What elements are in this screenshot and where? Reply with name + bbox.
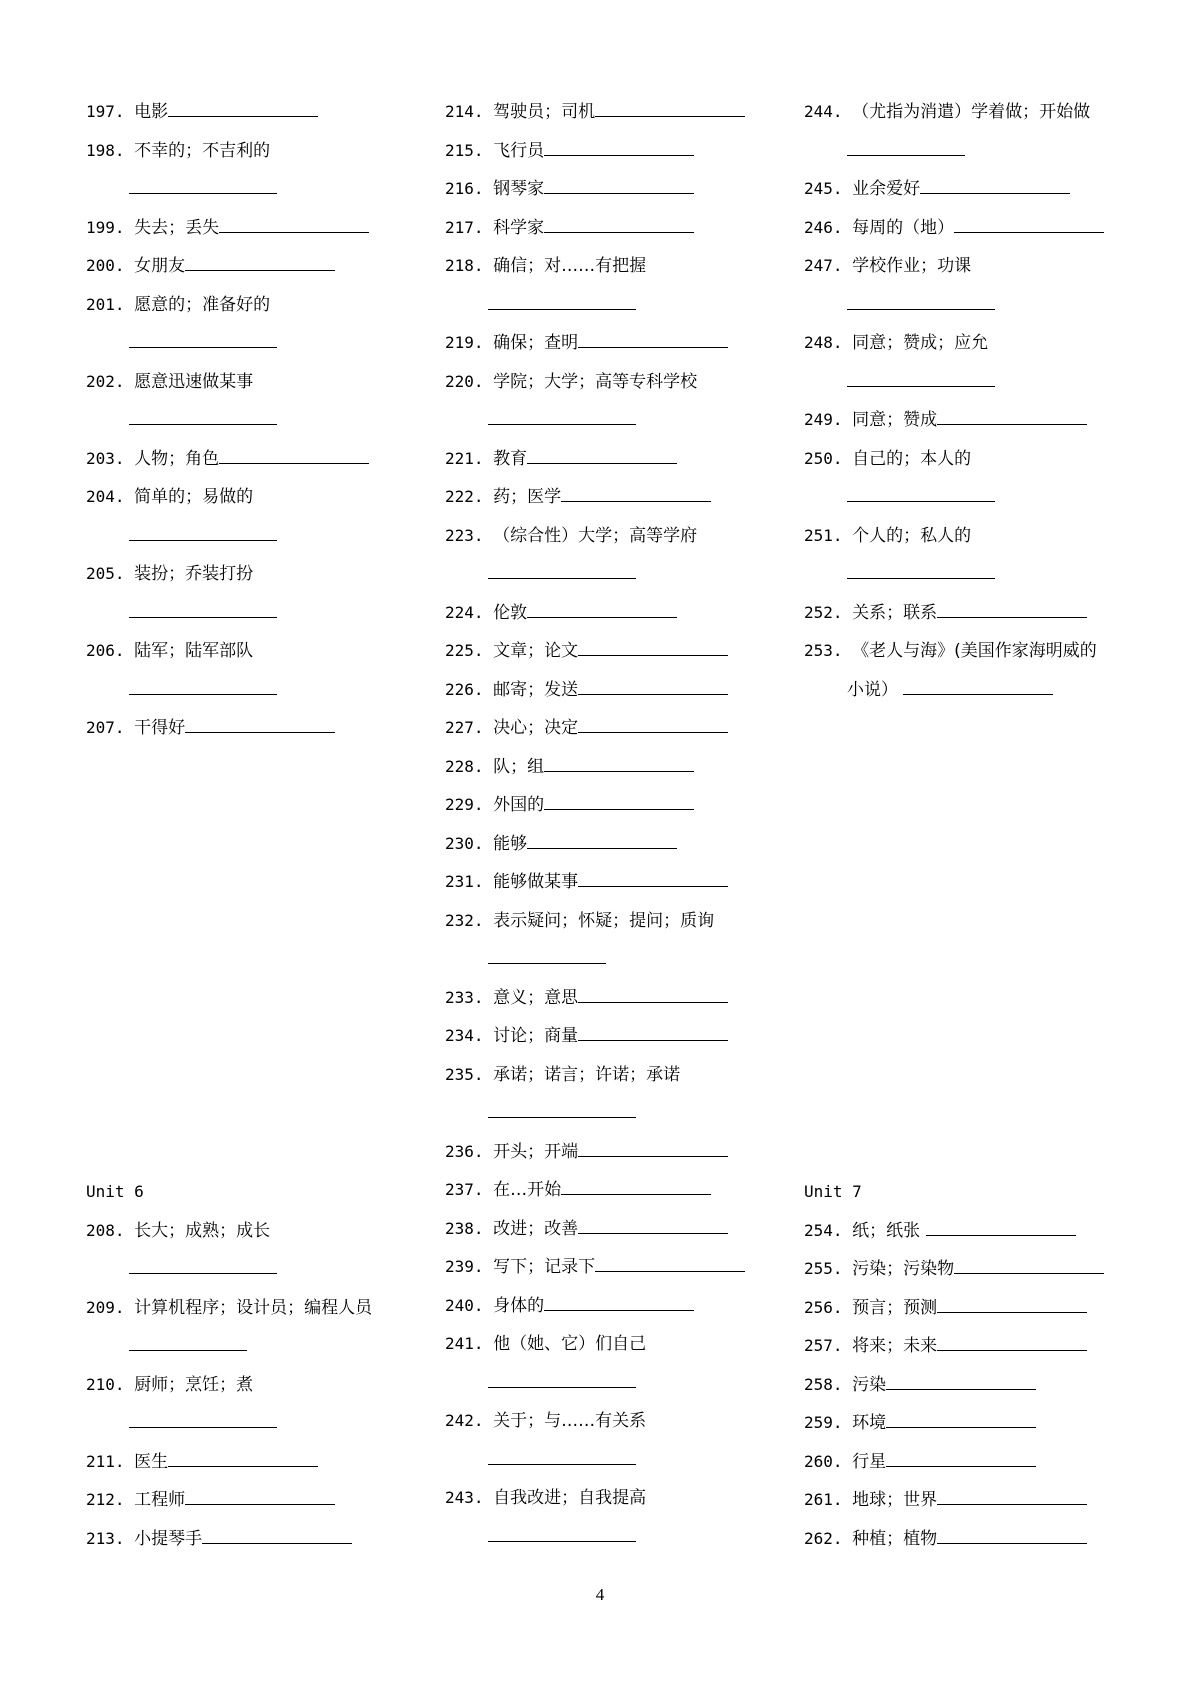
answer-line [445,401,775,440]
item-number: 202. [86,371,135,391]
item-meaning: 计算机程序；设计员；编程人员 [134,1297,373,1318]
item-number: 203. [86,448,135,468]
vocab-item [445,1479,775,1518]
item-meaning: （尤指为消遣）学着做；开始做 [852,102,1091,122]
answer-blank[interactable] [578,1024,728,1041]
answer-line [445,1094,775,1133]
vocab-item [804,1520,1134,1559]
vocab-item [86,1212,416,1251]
answer-line [804,478,1134,517]
item-number: 239. [445,1257,494,1276]
answer-blank[interactable] [527,447,677,464]
item-number: 212. [86,1490,135,1509]
item-meaning: 愿意迅速做某事 [134,371,254,392]
item-number: 204. [86,487,135,506]
vocab-item [804,1289,1134,1328]
answer-blank[interactable] [578,331,728,348]
answer-blank[interactable] [578,678,728,695]
item-meaning: 在…开始 [493,1180,562,1200]
answer-blank[interactable] [544,793,694,810]
item-number: 219. [445,333,494,352]
vocab-item [86,555,416,594]
answer-line [445,1441,775,1480]
unit-heading: Unit 6 [86,1182,144,1201]
item-meaning: 个人的；私人的 [852,525,972,546]
item-number: 236. [445,1141,494,1161]
item-number: 242. [445,1411,494,1430]
answer-blank[interactable] [129,331,277,348]
answer-blank[interactable] [920,177,1070,194]
item-meaning: 开头；开端 [493,1141,579,1162]
vocab-item [804,1404,1134,1443]
item-meaning: 女朋友 [134,256,186,276]
item-number: 237. [445,1180,494,1199]
answer-line [804,555,1134,594]
item-number: 228. [445,756,494,776]
item-meaning: 确信；对……有把握 [493,256,647,276]
vocab-item [804,594,1134,633]
answer-blank[interactable] [185,716,335,733]
item-meaning: 改进；改善 [493,1218,579,1239]
vocab-item [445,632,775,671]
item-number: 258. [804,1374,853,1394]
answer-line [445,555,775,594]
answer-blank[interactable] [954,216,1104,233]
item-number: 230. [445,833,494,853]
answer-blank[interactable] [168,1450,318,1467]
answer-blank[interactable] [544,1294,694,1311]
item-meaning: 种植；植物 [852,1528,938,1549]
answer-line [804,132,1134,171]
vocab-item [445,671,775,710]
item-number: 249. [804,410,853,429]
item-meaning: 医生 [134,1451,169,1472]
item-number: 206. [86,641,135,660]
answer-blank[interactable] [954,1257,1104,1274]
vocab-item [445,1133,775,1172]
item-meaning: 纸；纸张 [852,1220,926,1241]
vocab-item [86,632,416,671]
vocab-item [86,478,416,517]
item-number: 214. [445,102,494,121]
item-number: 205. [86,564,135,583]
answer-blank[interactable] [578,1140,728,1157]
item-number: 222. [445,487,494,506]
item-meaning: 关系；联系 [852,602,938,623]
answer-blank[interactable] [926,1219,1076,1236]
vocab-item [86,1366,416,1405]
vocab-item [86,1520,416,1559]
vocab-item [86,247,416,286]
answer-line [86,594,416,633]
unit-heading: Unit 7 [804,1182,862,1201]
item-number: 201. [86,294,135,314]
answer-line [86,1327,416,1366]
item-number: 208. [86,1220,135,1240]
item-meaning: （综合性）大学；高等学府 [493,525,698,546]
column-3 [804,93,1134,709]
vocab-item [445,786,775,825]
answer-line [86,170,416,209]
answer-blank[interactable] [168,100,318,117]
vocab-item [86,1289,416,1328]
answer-blank[interactable] [488,562,636,579]
vocab-item [445,1017,775,1056]
item-meaning: 意义；意思 [493,987,579,1008]
item-meaning: 伦敦 [493,602,528,623]
item-number: 198. [86,140,135,160]
vocab-item [445,594,775,633]
item-number: 241. [445,1334,494,1353]
item-number: 210. [86,1374,135,1394]
vocab-item [86,709,416,748]
item-number: 218. [445,256,494,275]
item-number: 217. [445,217,494,237]
item-number: 231. [445,872,494,891]
vocab-item [804,93,1134,132]
vocab-item-continued [804,671,1134,710]
answer-line [86,1250,416,1289]
item-number: 257. [804,1336,853,1355]
item-number: 244. [804,102,853,121]
item-meaning: 简单的；易做的 [134,487,254,507]
answer-blank[interactable] [129,601,277,618]
item-meaning: 飞行员 [493,140,545,161]
item-meaning: 讨论；商量 [493,1026,579,1046]
answer-blank[interactable] [219,447,369,464]
item-meaning: 将来；未来 [852,1336,938,1356]
item-meaning: 《老人与海》(美国作家海明威的 [852,641,1097,661]
answer-line [445,1518,775,1557]
answer-blank[interactable] [488,1101,636,1118]
vocab-item [804,1250,1134,1289]
vocab-item [445,324,775,363]
vocab-item [445,1056,775,1095]
item-meaning: 陆军；陆军部队 [134,641,254,661]
item-number: 215. [445,140,494,160]
item-meaning-continued: 小说） [847,679,904,700]
vocab-item [445,1210,775,1249]
answer-blank[interactable] [937,1334,1087,1351]
vocab-item [445,132,775,171]
vocab-item [804,1327,1134,1366]
item-number: 256. [804,1297,853,1317]
vocab-item [445,979,775,1018]
answer-blank[interactable] [488,293,636,310]
item-meaning: 决心；决定 [493,718,579,738]
item-meaning: 队；组 [493,756,545,777]
answer-blank[interactable] [129,408,277,425]
page-number: 4 [595,1585,605,1604]
answer-blank[interactable] [561,1178,711,1195]
answer-blank[interactable] [937,1527,1087,1544]
item-number: 213. [86,1528,135,1548]
item-meaning: 污染；污染物 [852,1259,955,1279]
item-meaning: 驾驶员；司机 [493,102,596,122]
answer-blank[interactable] [595,1255,745,1272]
answer-blank[interactable] [488,408,636,425]
answer-blank[interactable] [578,1217,728,1234]
item-meaning: 身体的 [493,1295,545,1316]
item-meaning: 钢琴家 [493,179,545,199]
item-meaning: 科学家 [493,217,545,238]
item-meaning: 地球；世界 [852,1490,938,1510]
vocab-item [445,825,775,864]
item-number: 261. [804,1490,853,1509]
answer-blank[interactable] [129,678,277,695]
answer-blank[interactable] [578,870,728,887]
answer-line [86,671,416,710]
answer-line [445,940,775,979]
item-meaning: 干得好 [134,718,186,738]
vocab-item [804,440,1134,479]
answer-blank[interactable] [219,216,369,233]
item-number: 251. [804,525,853,545]
vocab-item [445,709,775,748]
item-number: 234. [445,1026,494,1045]
item-number: 255. [804,1259,853,1278]
item-number: 253. [804,641,853,660]
item-meaning: 承诺；诺言；许诺；承诺 [493,1064,681,1085]
vocab-item [445,247,775,286]
answer-line [804,363,1134,402]
answer-line [86,401,416,440]
answer-blank[interactable] [937,1488,1087,1505]
item-meaning: 外国的 [493,795,545,815]
item-meaning: 邮寄；发送 [493,679,579,700]
vocab-item [445,1248,775,1287]
vocab-item [86,286,416,325]
vocab-item [804,324,1134,363]
item-meaning: 业余爱好 [852,179,921,199]
answer-blank[interactable] [544,177,694,194]
vocab-item [86,132,416,171]
item-meaning: 工程师 [134,1490,186,1510]
column-2 [445,93,775,1556]
answer-blank[interactable] [847,370,995,387]
item-number: 248. [804,333,853,352]
vocab-item [445,1171,775,1210]
vocab-item [445,748,775,787]
answer-blank[interactable] [202,1527,352,1544]
answer-blank[interactable] [488,1525,636,1542]
answer-blank[interactable] [578,639,728,656]
item-meaning: 他（她、它）们自己 [493,1334,647,1354]
answer-blank[interactable] [488,1371,636,1388]
answer-blank[interactable] [886,1411,1036,1428]
vocab-item [804,517,1134,556]
vocab-item [804,401,1134,440]
item-meaning: 学校作业；功课 [852,256,972,276]
item-meaning: 失去；丢失 [134,217,220,238]
answer-blank[interactable] [847,485,995,502]
vocab-item [804,170,1134,209]
item-number: 229. [445,795,494,814]
item-number: 238. [445,1218,494,1238]
item-number: 199. [86,217,135,237]
vocab-item [445,902,775,941]
item-number: 220. [445,371,494,391]
item-meaning: 同意；赞成 [852,410,938,430]
answer-line [445,1364,775,1403]
answer-line [804,286,1134,325]
item-number: 197. [86,102,135,121]
vocab-item [804,1212,1134,1251]
item-meaning: 学院；大学；高等专科学校 [493,371,698,392]
answer-blank[interactable] [544,216,694,233]
answer-blank[interactable] [488,1448,636,1465]
item-meaning: 能够做某事 [493,872,579,892]
answer-blank[interactable] [937,1296,1087,1313]
column-1-unit6 [86,1173,416,1558]
vocab-item [86,1443,416,1482]
answer-line [86,517,416,556]
column-3-unit7 [804,1173,1134,1558]
item-number: 216. [445,179,494,198]
answer-blank[interactable] [595,100,745,117]
vocab-item [445,440,775,479]
vocab-item [804,632,1134,671]
item-meaning: 能够 [493,833,528,854]
vocab-item [445,863,775,902]
item-meaning: 小提琴手 [134,1528,203,1549]
item-meaning: 人物；角色 [134,448,220,469]
answer-blank[interactable] [561,485,711,502]
answer-blank[interactable] [129,1257,277,1274]
vocab-item [86,93,416,132]
item-number: 223. [445,525,494,545]
item-number: 233. [445,987,494,1007]
answer-blank[interactable] [903,678,1053,695]
item-number: 232. [445,910,494,930]
item-number: 225. [445,641,494,660]
item-number: 226. [445,679,494,699]
answer-blank[interactable] [886,1373,1036,1390]
answer-blank[interactable] [527,832,677,849]
vocab-item [86,440,416,479]
answer-line [445,286,775,325]
answer-blank[interactable] [544,755,694,772]
item-meaning: 同意；赞成；应允 [852,333,989,353]
vocab-item [86,363,416,402]
answer-blank[interactable] [847,139,965,156]
item-number: 221. [445,448,494,468]
item-number: 224. [445,602,494,622]
item-meaning: 每周的（地） [852,217,955,238]
answer-line [86,324,416,363]
answer-blank[interactable] [129,1334,247,1351]
column-1 [86,93,416,748]
item-meaning: 确保；查明 [493,333,579,353]
vocab-item [804,209,1134,248]
item-meaning: 关于；与……有关系 [493,1411,647,1431]
item-number: 243. [445,1488,494,1507]
answer-blank[interactable] [937,408,1087,425]
vocab-item [804,247,1134,286]
item-meaning: 预言；预测 [852,1297,938,1318]
item-number: 247. [804,256,853,275]
vocab-item [445,517,775,556]
item-number: 211. [86,1451,135,1471]
item-number: 227. [445,718,494,737]
item-meaning: 愿意的；准备好的 [134,294,271,315]
answer-blank[interactable] [488,947,606,964]
vocab-item [804,1443,1134,1482]
item-meaning: 写下；记录下 [493,1257,596,1277]
item-meaning: 表示疑问；怀疑；提问；质询 [493,910,715,931]
item-meaning: 药；医学 [493,487,562,507]
answer-blank[interactable] [937,601,1087,618]
vocab-item [445,363,775,402]
item-number: 240. [445,1295,494,1315]
answer-blank[interactable] [527,601,677,618]
vocab-item [445,1287,775,1326]
item-number: 254. [804,1220,853,1240]
item-meaning: 自己的；本人的 [852,448,972,469]
vocab-item [445,93,775,132]
item-meaning: 环境 [852,1413,887,1433]
vocab-item [445,1402,775,1441]
answer-blank[interactable] [544,139,694,156]
vocab-item [804,1481,1134,1520]
answer-blank[interactable] [129,524,277,541]
item-meaning: 文章；论文 [493,641,579,661]
answer-blank[interactable] [129,1411,277,1428]
item-number: 250. [804,448,853,468]
answer-blank[interactable] [847,293,995,310]
item-meaning: 污染 [852,1374,887,1395]
item-meaning: 不幸的；不吉利的 [134,140,271,161]
answer-blank[interactable] [578,986,728,1003]
answer-line [86,1404,416,1443]
item-meaning: 长大；成熟；成长 [134,1220,271,1241]
item-meaning: 行星 [852,1451,887,1472]
item-meaning: 装扮；乔装打扮 [134,564,254,584]
vocab-item [445,478,775,517]
item-number: 260. [804,1451,853,1471]
vocab-item [86,209,416,248]
answer-blank[interactable] [185,254,335,271]
item-number: 200. [86,256,135,275]
item-number: 235. [445,1064,494,1084]
vocab-item [804,1366,1134,1405]
answer-blank[interactable] [578,716,728,733]
item-number: 207. [86,718,135,737]
vocab-item [445,170,775,209]
item-meaning: 教育 [493,448,528,469]
item-number: 262. [804,1528,853,1548]
vocab-item [86,1481,416,1520]
item-number: 246. [804,217,853,237]
item-number: 259. [804,1413,853,1432]
answer-blank[interactable] [185,1488,335,1505]
item-number: 209. [86,1297,135,1317]
item-meaning: 厨师；烹饪；煮 [134,1374,254,1395]
vocab-item [445,209,775,248]
item-number: 252. [804,602,853,622]
vocab-item [445,1325,775,1364]
answer-blank[interactable] [129,177,277,194]
item-number: 245. [804,179,853,198]
answer-blank[interactable] [847,562,995,579]
answer-blank[interactable] [886,1450,1036,1467]
item-meaning: 电影 [134,102,169,122]
item-meaning: 自我改进；自我提高 [493,1488,647,1508]
